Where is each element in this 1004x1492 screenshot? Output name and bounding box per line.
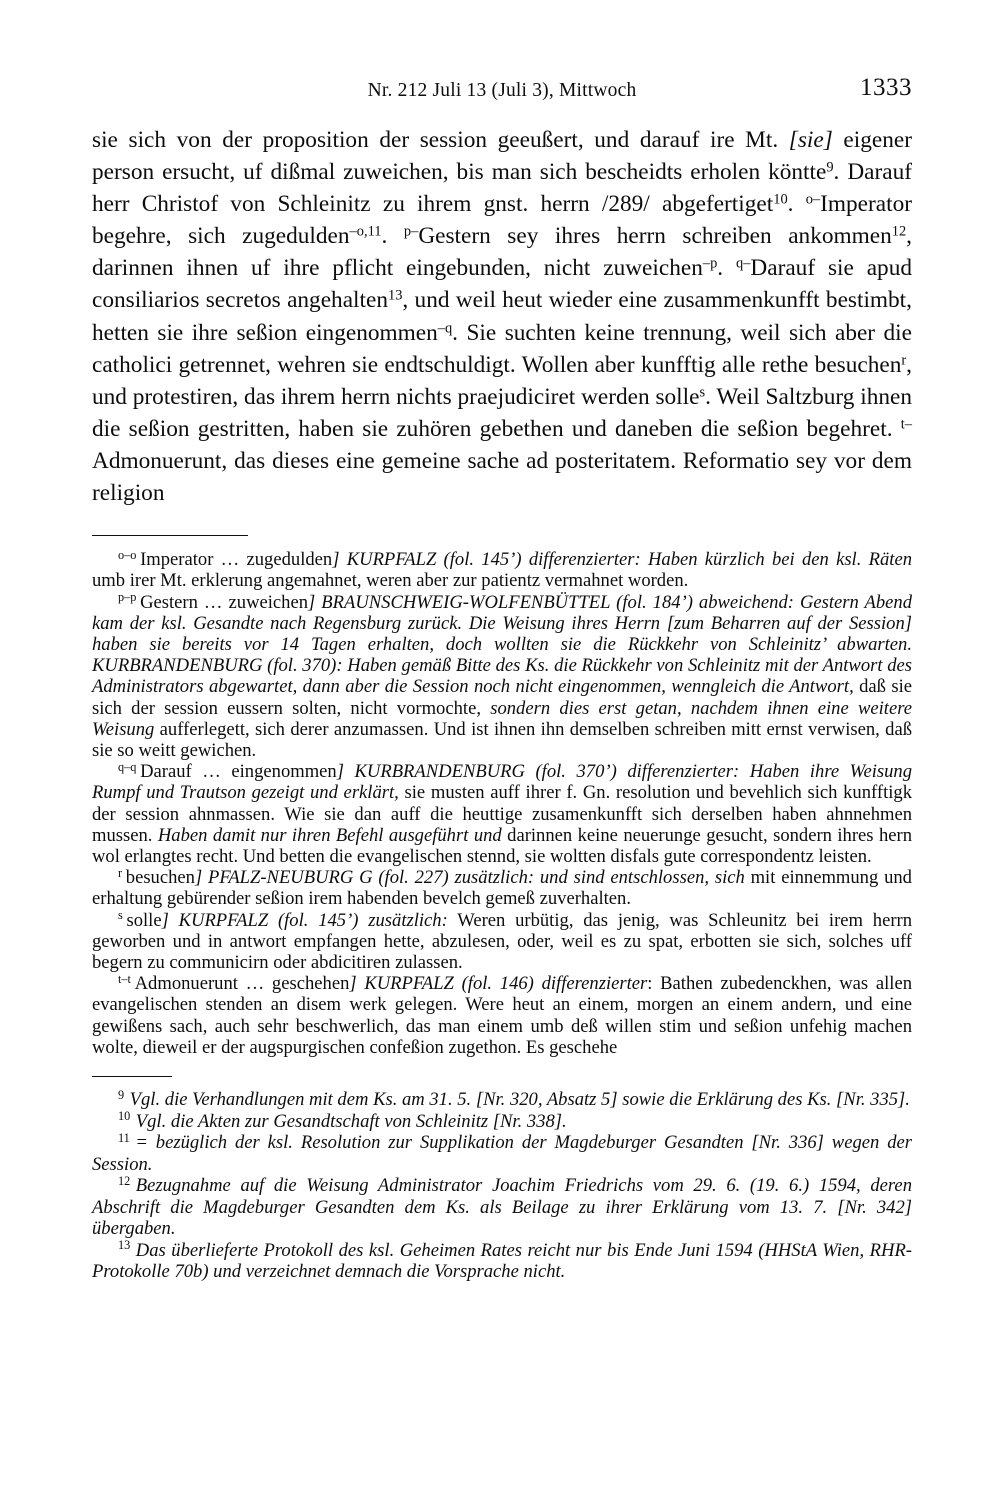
main-paragraph bbox=[92, 124, 912, 509]
text-run: aufferlegett, sich derer anzumassen. Und ist ihnen ihn demselben schreiben mitt ernst verwisen, daß sie so weitt gewichen. bbox=[92, 718, 912, 761]
footnote-number: 9 bbox=[118, 1087, 125, 1102]
footnote-text: Bezugnahme auf die Weisung Administrator Joachim Friedrichs vom 29. 6. (19. 6.) 1594, deren Abschrift die Magdeburger Gesandten dem Ks. als Beilage zu ihrer Erklärung vom 13. 7. [Nr. 342] übergaben. bbox=[92, 1175, 912, 1239]
text-run: . bbox=[717, 255, 736, 282]
note-reference-marker: –q bbox=[437, 320, 453, 337]
italic-run: ] bbox=[349, 973, 365, 995]
italic-run: ] bbox=[161, 909, 179, 931]
text-run: solle bbox=[126, 909, 162, 931]
footnote-item bbox=[92, 1132, 912, 1175]
text-run: . Sie suchten keine trennung, weil sich aber die catholici getrennet, wehren sie endtschuldigt. Wollen aber kunfftig alle rethe besuchen bbox=[92, 319, 912, 378]
footnote-item bbox=[92, 1111, 912, 1133]
italic-run: Haben damit nur ihren Befehl ausgeführt und bbox=[157, 824, 502, 846]
italic-run: KURPFALZ (fol. 145’) differenzierter: Haben kürzlich bei den ksl. Räten bbox=[346, 549, 913, 571]
text-run: Gestern sey ihres herrn schreiben ankommen bbox=[418, 223, 892, 250]
text-run: darinnen keine neuerunge gesucht, sondern ihres hern wol erlangtes recht. Und betten die evangelischen stennd, sie woltten disfals gute correspondentz leisten. bbox=[92, 824, 912, 867]
note-reference-marker: 12 bbox=[891, 223, 907, 240]
text-run: eigener person ersucht, uf dißmal zuweichen, bis man sich bescheidts erholen köntte bbox=[92, 127, 912, 186]
footnote-number: 10 bbox=[118, 1109, 131, 1124]
note-reference-marker: o– bbox=[805, 191, 821, 208]
italic-run: sondern dies erst getan, nachdem ihnen eine weitere Weisung bbox=[92, 697, 912, 740]
text-run: , darinnen ihnen uf ihre pflicht eingebunden, nicht zuweichen bbox=[92, 223, 912, 282]
apparatus-note bbox=[92, 910, 912, 974]
apparatus-note-mark: o–o bbox=[118, 548, 137, 562]
footnote-text: = bezüglich der ksl. Resolution zur Supplikation der Magdeburger Gesandten [Nr. 336] wegen der Session. bbox=[92, 1132, 912, 1175]
footnote-block bbox=[92, 1089, 912, 1283]
text-run: Imperator begehre, sich zugedulden bbox=[92, 191, 912, 250]
note-reference-marker: t– bbox=[900, 416, 912, 433]
text-run: . Darauf herr Christof von Schleinitz zu ihrem gnst. herrn /289/ abgefertiget bbox=[92, 159, 912, 218]
footnote-separator-rule bbox=[92, 1076, 172, 1077]
note-reference-marker: –o,11 bbox=[349, 223, 382, 240]
italic-run: ] bbox=[332, 549, 347, 571]
text-run: umb irer Mt. erklerung angemahnet, weren aber zur patientz vermahnet worden. bbox=[92, 570, 689, 592]
text-run: Darauf sie apud consiliarios secretos angehalten bbox=[92, 255, 912, 314]
text-run: sie sich von der proposition der session geeußert, und darauf ire Mt. bbox=[92, 127, 789, 153]
apparatus-note-mark: t–t bbox=[118, 972, 131, 987]
note-reference-marker: 10 bbox=[773, 191, 788, 208]
italic-run: KURBRANDENBURG (fol. 370’) differenzierter: Haben ihre Weisung Rumpf und Trautson gezeigt und erklärt, bbox=[92, 761, 912, 804]
text-run: mit einnemmung und erhaltung gebürender seßion irem habenden bevelch gemeß zuverhalten. bbox=[92, 867, 912, 910]
italic-run: ] bbox=[194, 867, 208, 889]
apparatus-note bbox=[92, 592, 912, 762]
footnote-text: Vgl. die Verhandlungen mit dem Ks. am 31. 5. [Nr. 320, Absatz 5] sowie die Erklärung des Ks. [Nr. 335]. bbox=[129, 1089, 910, 1110]
text-run: daß sie sich der session eussern solten, nicht vormochte, bbox=[92, 676, 912, 719]
text-run: : Bathen zubedenckhen, was allen evangelischen stenden an disem werk gelegen. Were heut an einem, morgen an einem andern, und eine gewißens sach, auch sehr beschwerlich, das man einem umb deß willen stim und seßion unfehig machen wolte, dieweil er der augspurgischen confeßion zugethon. Es geschehe bbox=[92, 973, 913, 1058]
note-reference-marker: p– bbox=[403, 223, 419, 240]
text-run: Weren urbütig, das jenig, was Schleunitz bei irem herrn geworben und in antwort empfangen hette, abzulesen, oder, weil es zu spat, erbotten sie sich, solches uff begern zu communicirn oder abdicitiren zulassen. bbox=[92, 909, 913, 973]
text-run: Admonuerunt, das dieses eine gemeine sache ad posteritatem. Reformatio sey vor dem religion bbox=[92, 447, 912, 507]
running-head-title: Nr. 212 Juli 13 (Juli 3), Mittwoch bbox=[367, 80, 637, 101]
note-reference-marker: 13 bbox=[387, 287, 403, 304]
text-run: sie musten auff ihrer f. Gn. resolution und bevehlich sich kunfftigk der session ahnmassen. Wie sie dan auff die heuttige zusamenkunfft sich derselben haben ahnnehmen mussen. bbox=[92, 782, 912, 846]
apparatus-note bbox=[92, 549, 912, 591]
italic-run: [sie] bbox=[788, 127, 833, 153]
apparatus-note bbox=[92, 867, 912, 909]
apparatus-note-mark: s bbox=[118, 908, 123, 923]
document-page bbox=[0, 74, 1004, 1492]
text-run: . bbox=[381, 223, 404, 250]
footnote-text: Das überlieferte Protokoll des ksl. Geheimen Rates reicht nur bis Ende Juni 1594 (HHStA Wien, RHR-Protokolle 70b) und verzeichnet demnach die Vorsprache nicht. bbox=[92, 1239, 912, 1282]
apparatus-note-mark: r bbox=[118, 866, 123, 881]
footnote-text: Vgl. die Akten zur Gesandtschaft von Schleinitz [Nr. 338]. bbox=[135, 1110, 567, 1132]
footnote-number: 13 bbox=[118, 1238, 131, 1253]
text-run: besuchen bbox=[125, 867, 195, 889]
text-run: , und weil heut wieder eine zusammenkunfft bestimbt, hetten sie ihre seßion eingenommen bbox=[92, 287, 912, 346]
apparatus-note-mark: p–p bbox=[118, 590, 137, 605]
apparatus-note-mark: q–q bbox=[118, 760, 137, 775]
text-run: , und protestiren, das ihrem herrn nichts praejudiciret werden solle bbox=[92, 351, 912, 410]
text-run: Imperator … zugedulden bbox=[140, 549, 333, 571]
text-run: Gestern … zuweichen bbox=[140, 591, 309, 613]
note-reference-marker: r bbox=[901, 352, 907, 369]
note-reference-marker: 9 bbox=[826, 159, 834, 176]
footnote-item bbox=[92, 1089, 912, 1111]
main-text-block bbox=[92, 124, 912, 509]
footnote-item bbox=[92, 1240, 912, 1283]
text-run: Darauf … eingenommen bbox=[140, 761, 337, 783]
italic-run: BRAUNSCHWEIG-WOLFENBÜTTEL (fol. 184’) abweichend: Gestern Abend kam der ksl. Gesandte nach Regensburg zurück. Die Weisung ihres Herrn [zum Beharren auf der Session] haben sie bereits vor 14 Tagen erhalten, doch wollten sie die Rückkehr von Schleinitz’ abwarten. KURBRANDENBURG (fol. 370): Haben gemäß Bitte des Ks. die Rückkehr von Schleinitz mit der Antwort des Administrators abgewartet, dann aber die Session noch nicht eingenommen, wenngleich die Antwort, bbox=[92, 591, 912, 698]
note-reference-marker: q– bbox=[735, 255, 751, 272]
italic-run: ] bbox=[308, 591, 322, 613]
italic-run: KURPFALZ (fol. 146) differenzierter bbox=[364, 973, 648, 995]
text-run: Admonuerunt … geschehen bbox=[134, 973, 350, 995]
apparatus-note bbox=[92, 973, 912, 1058]
footnote-number: 12 bbox=[118, 1173, 131, 1188]
page-number: 1333 bbox=[860, 74, 912, 101]
apparatus-note bbox=[92, 761, 912, 867]
footnote-item bbox=[92, 1175, 912, 1240]
text-run: . bbox=[787, 191, 806, 218]
apparatus-separator-rule bbox=[92, 535, 248, 536]
running-head bbox=[92, 74, 912, 108]
note-reference-marker: –p bbox=[702, 255, 718, 272]
italic-run: PFALZ-NEUBURG G (fol. 227) zusätzlich: und sind entschlossen, sich bbox=[208, 867, 745, 889]
critical-apparatus-block bbox=[92, 549, 912, 1058]
text-run: . Weil Saltzburg ihnen die seßion gestritten, haben sie zuhören gebethen und daneben die seßion begehret. bbox=[92, 383, 913, 442]
note-reference-marker: s bbox=[699, 384, 706, 401]
footnote-number: 11 bbox=[118, 1130, 130, 1145]
italic-run: ] bbox=[336, 761, 355, 783]
italic-run: KURPFALZ (fol. 145’) zusätzlich: bbox=[178, 909, 448, 931]
